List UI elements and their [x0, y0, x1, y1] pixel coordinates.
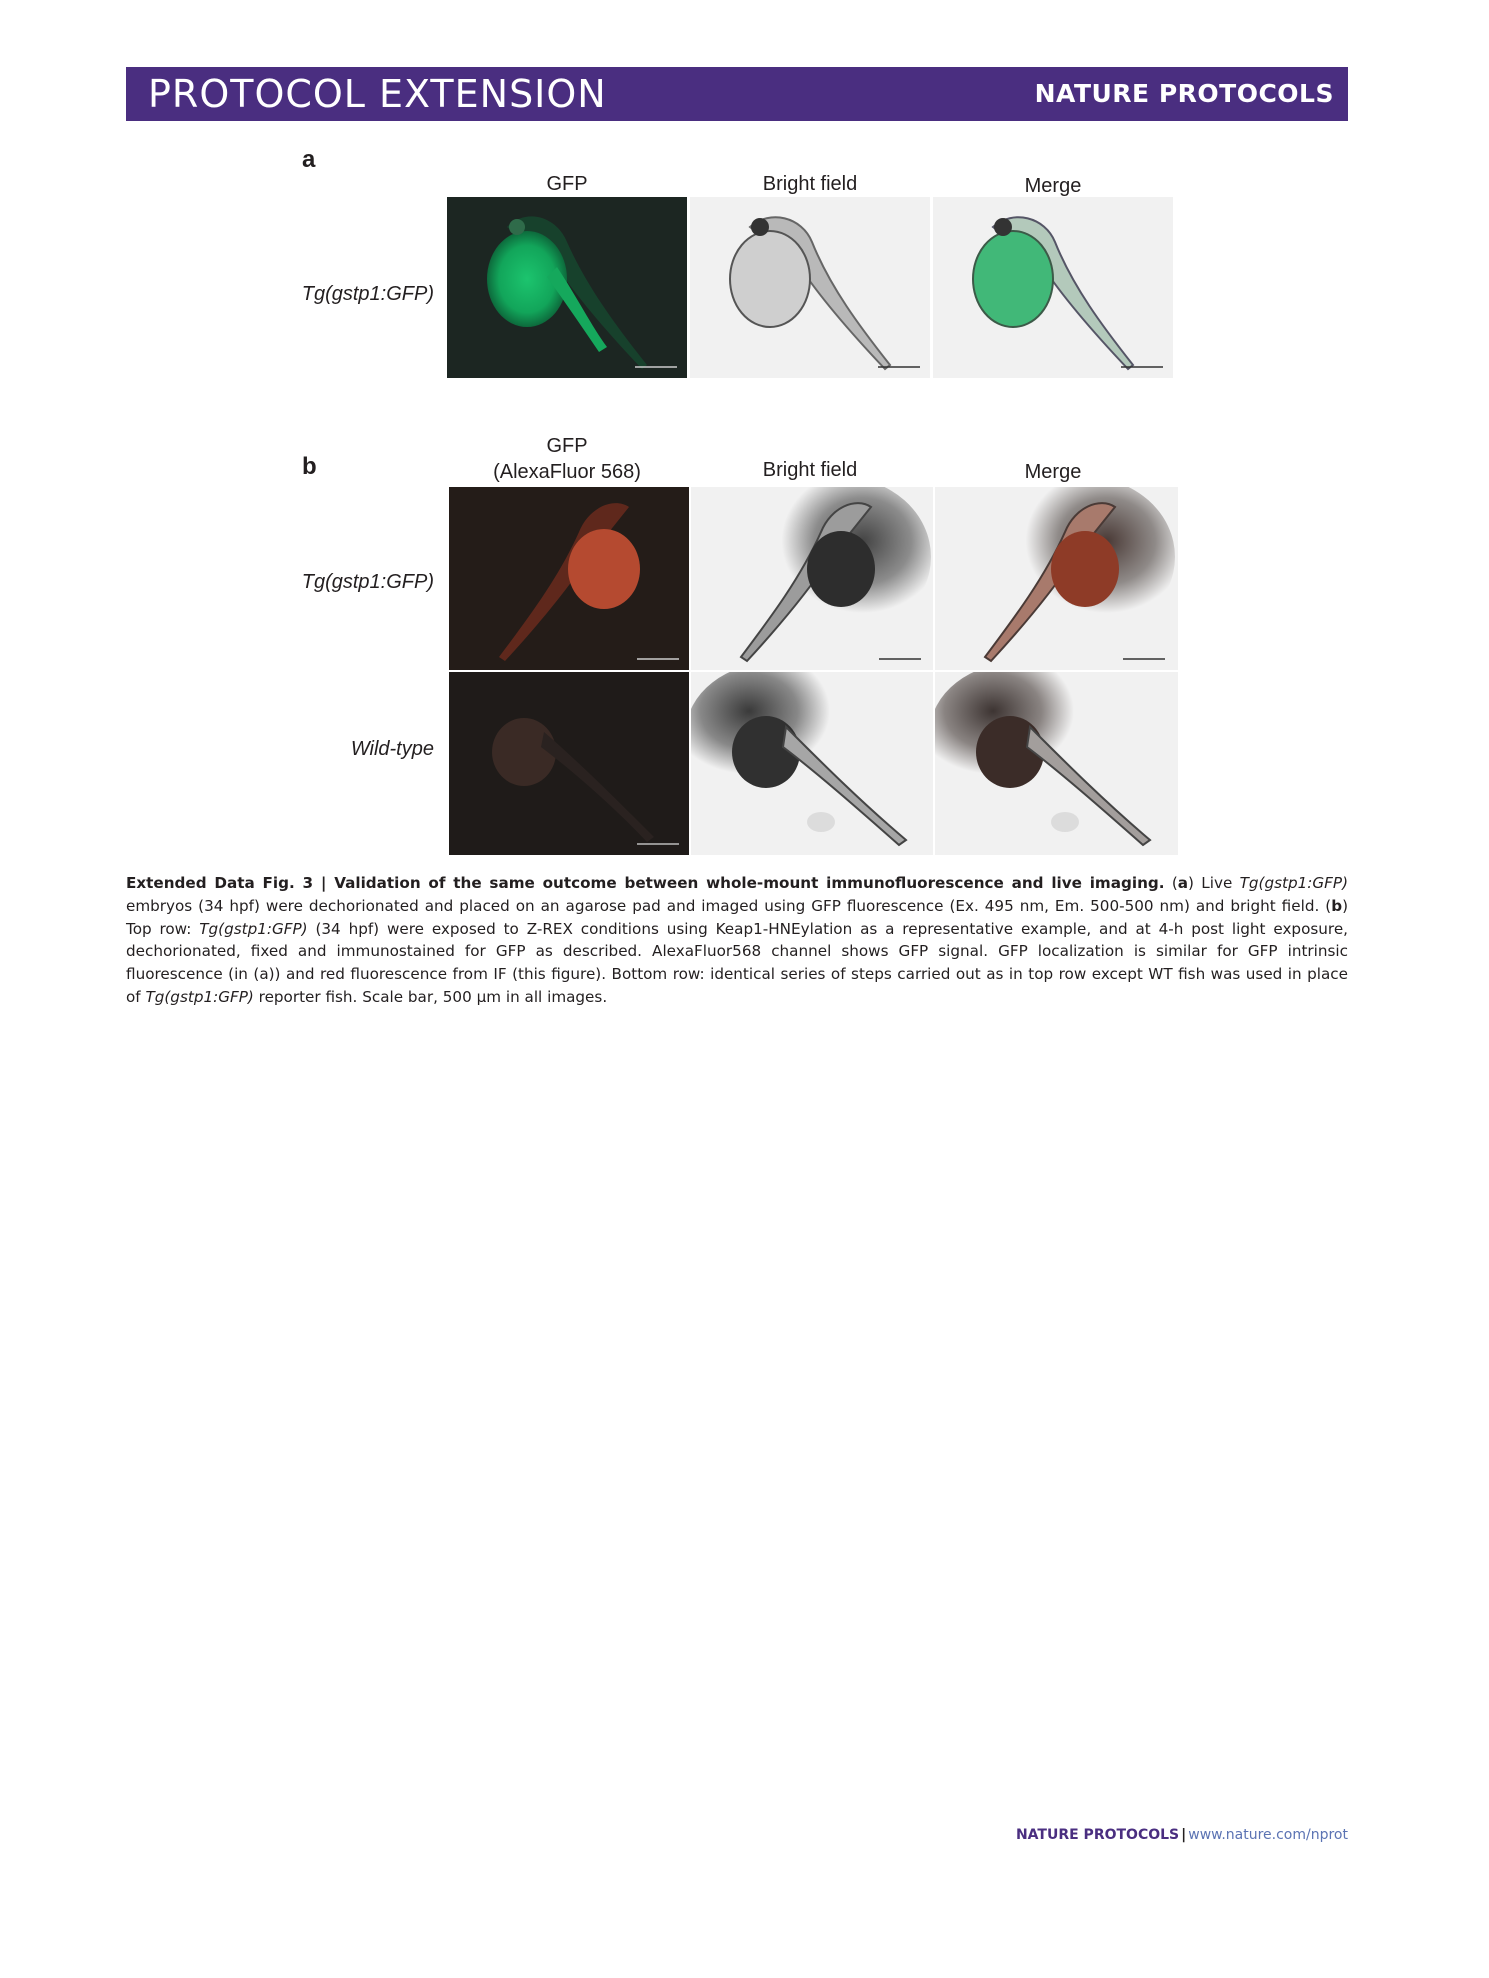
caption-lead: Extended Data Fig. 3 | Validation of the same outcome between whole-mount immunofluorescence and live imaging. — [126, 874, 1165, 892]
caption-line-name: Tg(gstp1:GFP) — [199, 919, 308, 938]
panel-a-row-label: Tg(gstp1:GFP) — [301, 283, 434, 305]
footer-url-link[interactable]: www.nature.com/nprot — [1188, 1827, 1348, 1843]
panel-b-col-gfp-line1: GFP — [546, 435, 588, 457]
panel-b-row2-merge-image — [935, 672, 1178, 855]
panel-a-bright-field-image — [690, 197, 930, 378]
panel-a-letter: a — [302, 146, 316, 173]
panel-b-row2-label: Wild-type — [350, 738, 434, 760]
footer-journal: NATURE PROTOCOLS — [1015, 1827, 1180, 1843]
panel-a-col-bright: Bright field — [762, 173, 858, 195]
caption-line-name: Tg(gstp1:GFP) — [145, 987, 254, 1006]
panel-a-merge-image — [933, 197, 1173, 378]
panel-a-gfp-image — [447, 197, 687, 378]
section-title: PROTOCOL EXTENSION — [148, 72, 607, 116]
panel-b-row2-gfp-image — [449, 672, 689, 855]
panel-b-col-gfp-line2: (AlexaFluor 568) — [493, 461, 641, 483]
caption-text: reporter fish. Scale bar, 500 µm in all images. — [253, 987, 608, 1006]
caption-panel-a-ref: a — [1177, 874, 1189, 892]
panel-a-col-gfp: GFP — [546, 173, 588, 195]
header-banner — [126, 67, 1348, 121]
figure-caption — [126, 872, 1348, 1009]
caption-line-name: Tg(gstp1:GFP) — [1239, 874, 1348, 892]
caption-text: (34 hpf) were exposed to Z-REX conditions using Keap1-HNEylation as a representative example, and at 4-h post light exposure, dechorionated, fixed and immunostained for GFP as described. AlexaFluor568 channel shows GFP signal. GFP localization is similar for GFP intrinsic fluorescence (in (a)) and red fluorescence from IF (this figure). Bottom row: identical series of steps carried out as in top row except WT fish was used in place of — [126, 919, 1348, 1006]
journal-name: NATURE PROTOCOLS — [1034, 79, 1334, 108]
panel-b-row1-bright-field-image — [691, 487, 933, 670]
panel-a-col-merge: Merge — [1024, 175, 1082, 197]
panel-b-row1-label: Tg(gstp1:GFP) — [301, 571, 434, 593]
caption-text: ) Top row: — [126, 896, 1348, 938]
caption-text: ) Live — [1188, 874, 1240, 892]
panel-b-col-bright: Bright field — [762, 459, 858, 481]
page-footer — [1016, 1827, 1348, 1843]
panel-b-row1-merge-image — [935, 487, 1178, 670]
panel-b-row2-bright-field-image — [691, 672, 933, 855]
panel-b-letter: b — [302, 453, 317, 480]
panel-b-row1-gfp-image — [449, 487, 689, 670]
panel-b-col-merge: Merge — [1024, 461, 1082, 483]
caption-panel-b-ref: b — [1331, 896, 1343, 915]
caption-text: ( — [1164, 874, 1178, 892]
footer-separator: | — [1181, 1827, 1187, 1843]
caption-text: embryos (34 hpf) were dechorionated and placed on an agarose pad and imaged using GFP fluorescence (Ex. 495 nm, Em. 500-500 nm) and bright field. ( — [126, 896, 1332, 915]
